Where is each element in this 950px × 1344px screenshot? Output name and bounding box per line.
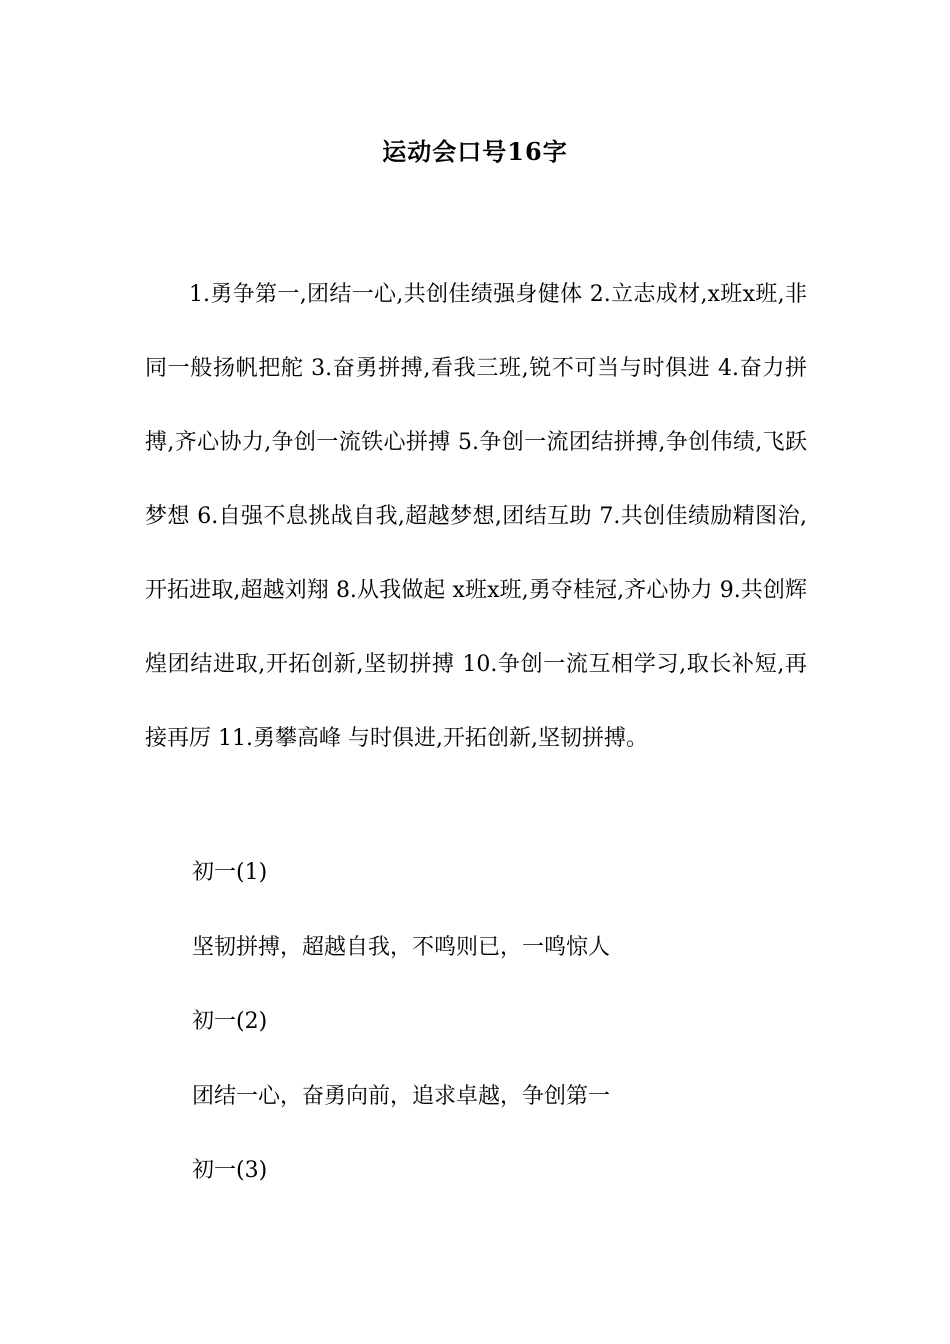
class-slogan-2: 团结一心，奋勇向前，追求卓越，争创第一 (192, 1084, 611, 1109)
slogan-paragraph: 1.勇争第一,团结一心,共创佳绩强身健体 2.立志成材,x班x班,非同一般扬帆把舵 3.奋勇拼搏,看我三班,锐不可当与时俱进 4.奋力拼搏,齐心协力,争创一流铁心拼搏 5.争创一流团结拼搏,争创伟绩,飞跃梦想 6.自强不息挑战自我,超越梦想,团结互助 7.共创佳绩励精图治,开拓进取,超越刘翔 8.从我做起 x班x班,勇夺桂冠,齐心协力 9.共创辉煌团结进取,开拓创新,坚韧拼搏 10.争创一流互相学习,取长补短,再接再厉 11.勇攀高峰 与时俱进,开拓创新,坚韧拼搏。 (145, 282, 807, 751)
class-heading-3: 初一(3) (192, 1158, 268, 1183)
document-title: 运动会口号16字 (382, 137, 568, 166)
class-heading-2: 初一(2) (192, 1009, 268, 1034)
class-slogan-1: 坚韧拼搏，超越自我，不鸣则已，一鸣惊人 (192, 935, 611, 960)
class-heading-1: 初一(1) (192, 860, 268, 885)
